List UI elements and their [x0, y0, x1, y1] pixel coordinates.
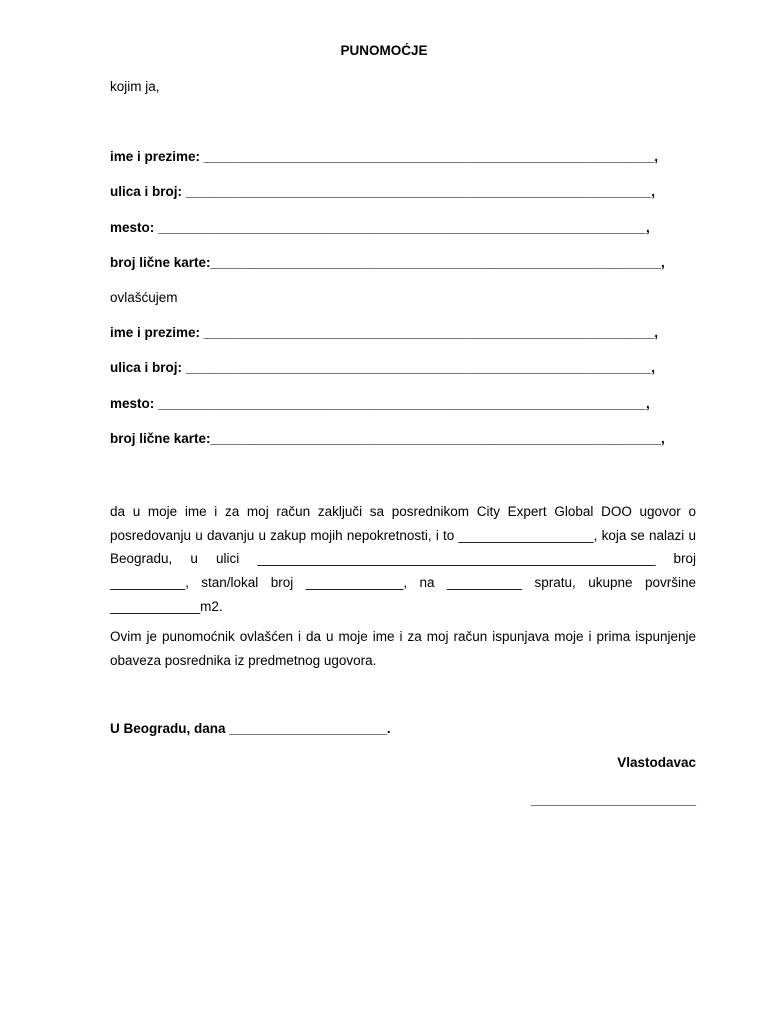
- agent-id-field: broj lične karte:____________________________________________________________,: [110, 431, 665, 446]
- principal-city-field: mesto: _________________________________________________________________,: [110, 220, 650, 235]
- agent-street-field: ulica i broj: ______________________________________________________________,: [110, 360, 656, 375]
- mandate-paragraph: da u moje ime i za moj račun zaključi sa posrednikom City Expert Global DOO ugovor o posredovanju u davanju u zakup mojih nepokretnosti, i to __________________, koja se nalazi u Beogradu, u ulici _____________________________________________________ broj __________, stan/lokal broj _____________, na __________ spratu, ukupne površine ____________m2.: [110, 504, 696, 614]
- principal-street-field: ulica i broj: ______________________________________________________________,: [110, 184, 656, 199]
- agent-city-field: mesto: _________________________________________________________________,: [110, 396, 650, 411]
- signatory-label: Vlastodavac: [617, 755, 696, 770]
- signature-line: ______________________: [530, 792, 696, 807]
- principal-name-field: ime i prezime: ____________________________________________________________,: [110, 149, 659, 164]
- place-date-line: U Beogradu, dana _____________________.: [110, 721, 391, 736]
- page-title: PUNOMOĆJE: [340, 43, 428, 58]
- authorize-text: ovlašćujem: [110, 290, 178, 305]
- authority-paragraph: Ovim je punomoćnik ovlašćen i da u moje ime i za moj račun ispunjava moje i prima ispunjenje obaveza posrednika iz predmetnog ugovora.: [110, 629, 696, 668]
- intro-text: kojim ja,: [110, 79, 160, 94]
- agent-name-field: ime i prezime: ____________________________________________________________,: [110, 325, 659, 340]
- principal-id-field: broj lične karte:____________________________________________________________,: [110, 255, 665, 270]
